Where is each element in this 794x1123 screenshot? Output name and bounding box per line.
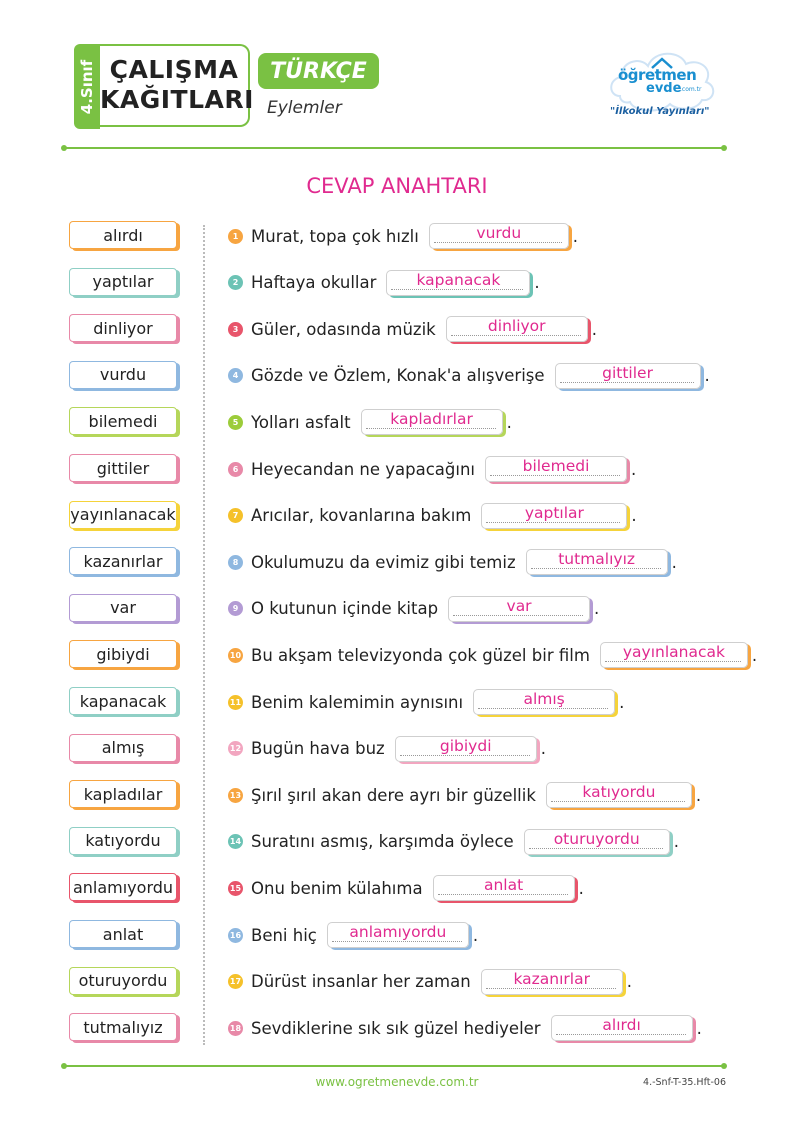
question-number: 10	[228, 648, 243, 663]
answer-dotted-line	[434, 242, 562, 243]
word-text: gittiler	[96, 458, 150, 478]
answer-box	[327, 922, 469, 948]
answer-box	[546, 782, 692, 808]
word-card	[69, 967, 177, 995]
answer-text: anlat	[483, 876, 524, 895]
question-row	[228, 268, 540, 298]
answer-text: gittiler	[602, 363, 653, 382]
answer-dotted-line	[486, 988, 616, 989]
answer-box	[361, 409, 503, 435]
answer-dotted-line	[486, 522, 620, 523]
word-card	[69, 221, 177, 249]
question-row	[228, 734, 546, 764]
answer-text: oturuyordu	[553, 829, 640, 848]
sentence-end: .	[472, 925, 479, 945]
answer-text: kapanacak	[416, 270, 501, 289]
answer-dotted-line	[438, 894, 568, 895]
answer-text: dinliyor	[487, 317, 546, 336]
word-card	[69, 454, 177, 482]
answer-box	[526, 549, 668, 575]
question-number: 8	[228, 555, 243, 570]
word-card	[69, 734, 177, 762]
question-text: Sevdiklerine sık sık güzel hediyeler	[251, 1018, 541, 1038]
publisher-logo	[606, 44, 718, 128]
question-row	[228, 314, 597, 344]
question-row	[228, 501, 637, 531]
question-text: Haftaya okullar	[251, 273, 377, 293]
question-number: 18	[228, 1021, 243, 1036]
question-row	[228, 547, 677, 577]
word-card	[69, 268, 177, 296]
subject-badge: TÜRKÇE	[258, 53, 379, 89]
word-text: tutmalıyız	[83, 1017, 163, 1037]
question-number: 1	[228, 229, 243, 244]
sentence-end: .	[594, 599, 600, 619]
answer-dotted-line	[366, 428, 496, 429]
answer-key-title: CEVAP ANAHTARI	[306, 174, 488, 198]
grade-tab	[74, 44, 100, 129]
answer-box	[555, 363, 701, 389]
question-text: Arıcılar, kovanlarına bakım	[251, 506, 472, 526]
question-number: 17	[228, 974, 243, 989]
question-text: Suratını asmış, karşımda öylece	[251, 832, 514, 852]
word-card	[69, 920, 177, 948]
sentence-end: .	[751, 645, 758, 665]
word-text: yayınlanacak	[70, 505, 176, 525]
answer-text: yaptılar	[524, 503, 584, 522]
word-card	[69, 1013, 177, 1041]
question-text: Şırıl şırıl akan dere ayrı bir güzellik	[251, 785, 536, 805]
sentence-end: .	[631, 506, 637, 526]
worksheet-title	[100, 44, 254, 127]
question-number: 3	[228, 322, 243, 337]
question-number: 15	[228, 881, 243, 896]
divider-dot-left	[61, 145, 67, 151]
word-text: alırdı	[103, 225, 143, 245]
answer-dotted-line	[556, 1034, 686, 1035]
answer-text: var	[506, 596, 532, 615]
answer-box	[429, 223, 569, 249]
answer-box	[485, 456, 627, 482]
question-row	[228, 361, 710, 391]
question-text: Okulumuzu da evimiz gibi temiz	[251, 552, 516, 572]
footer-dot-right	[721, 1063, 727, 1069]
answer-box	[433, 875, 575, 901]
question-row	[228, 873, 584, 903]
sentence-end: .	[619, 692, 625, 712]
answer-dotted-line	[529, 848, 663, 849]
answer-dotted-line	[453, 615, 583, 616]
word-text: dinliyor	[93, 318, 153, 338]
sentence-end: .	[626, 972, 632, 992]
answer-dotted-line	[451, 335, 581, 336]
question-row	[228, 640, 757, 670]
question-number: 4	[228, 368, 243, 383]
logo-brand-1: öğretmen	[618, 66, 697, 84]
word-text: kapladılar	[83, 784, 163, 804]
word-card	[69, 547, 177, 575]
answer-dotted-line	[478, 708, 608, 709]
question-text: Murat, topa çok hızlı	[251, 226, 419, 246]
answer-box	[395, 736, 537, 762]
sentence-end: .	[631, 459, 637, 479]
question-number: 7	[228, 508, 243, 523]
question-row	[228, 687, 624, 717]
question-row	[228, 594, 599, 624]
word-card	[69, 827, 177, 855]
question-row	[228, 967, 632, 997]
word-text: oturuyordu	[78, 971, 168, 991]
answer-box	[524, 829, 670, 855]
grade-label: 4.Sınıf	[78, 59, 96, 114]
question-text: Yolları asfalt	[251, 412, 351, 432]
sentence-end: .	[671, 552, 677, 572]
answer-dotted-line	[391, 289, 523, 290]
answer-dotted-line	[332, 941, 462, 942]
footer-dot-left	[61, 1063, 67, 1069]
answer-text: yayınlanacak	[622, 643, 725, 662]
word-card	[69, 687, 177, 715]
answer-dotted-line	[531, 568, 661, 569]
question-number: 12	[228, 741, 243, 756]
title-line-1: ÇALIŞMA	[109, 55, 239, 84]
sentence-end: .	[704, 366, 710, 386]
question-row	[228, 827, 679, 857]
question-number: 11	[228, 695, 243, 710]
header-divider	[64, 147, 724, 149]
question-number: 16	[228, 928, 243, 943]
sentence-end: .	[696, 1018, 702, 1038]
answer-text: vurdu	[476, 224, 522, 242]
question-number: 14	[228, 834, 243, 849]
question-row	[228, 221, 578, 251]
answer-text: tutmalıyız	[558, 550, 636, 569]
word-text: anlamıyordu	[72, 877, 174, 897]
sentence-end: .	[572, 226, 579, 246]
word-card	[69, 407, 177, 435]
answer-text: alırdı	[602, 1016, 641, 1035]
word-card	[69, 873, 177, 901]
answer-box	[481, 503, 627, 529]
answer-box	[473, 689, 615, 715]
answer-dotted-line	[551, 801, 685, 802]
word-card	[69, 780, 177, 808]
answer-text: anlamıyordu	[349, 923, 447, 941]
question-row	[228, 454, 636, 484]
answer-text: kazanırlar	[513, 969, 590, 988]
answer-box	[448, 596, 590, 622]
question-text: O kutunun içinde kitap	[251, 599, 439, 619]
word-text: vurdu	[99, 365, 147, 385]
word-text: bilemedi	[88, 411, 158, 431]
sentence-end: .	[695, 785, 702, 805]
question-text: Onu benim külahıma	[251, 878, 423, 898]
column-separator	[203, 225, 207, 1045]
question-text: Bu akşam televizyonda çok güzel bir film	[251, 645, 590, 665]
footer-code: 4.-Snf-T-35.Hft-06	[643, 1077, 726, 1088]
word-text: kapanacak	[79, 691, 167, 711]
word-text: almış	[101, 738, 145, 758]
sentence-end: .	[591, 319, 597, 339]
answer-text: bilemedi	[522, 457, 590, 475]
logo-brand-2: evde	[646, 81, 682, 96]
answer-dotted-line	[605, 661, 741, 662]
question-number: 2	[228, 275, 243, 290]
sentence-end: .	[578, 878, 584, 898]
word-card	[69, 501, 177, 529]
question-text: Beni hiç	[251, 925, 317, 945]
divider-dot-right	[721, 145, 727, 151]
footer-url: www.ogretmenevde.com.tr	[315, 1075, 479, 1089]
word-card	[69, 314, 177, 342]
answer-text: kapladırlar	[390, 410, 473, 429]
answer-dotted-line	[400, 755, 530, 756]
question-number: 5	[228, 415, 243, 430]
answer-text: almış	[523, 690, 565, 708]
word-card	[69, 640, 177, 668]
word-text: kazanırlar	[83, 551, 163, 571]
answer-box	[481, 969, 623, 995]
title-line-2: KAĞITLARI	[100, 85, 254, 114]
question-number: 13	[228, 788, 243, 803]
word-text: anlat	[102, 924, 144, 944]
word-text: yaptılar	[92, 272, 154, 292]
answer-box	[551, 1015, 693, 1041]
sentence-end: .	[540, 739, 546, 759]
answer-dotted-line	[560, 382, 694, 383]
answer-box	[446, 316, 588, 342]
topic-label: Eylemler	[267, 98, 342, 118]
question-row	[228, 780, 701, 810]
word-text: var	[110, 598, 136, 618]
answer-text: katıyordu	[582, 783, 656, 802]
question-text: Heyecandan ne yapacağını	[251, 459, 475, 479]
question-number: 6	[228, 462, 243, 477]
sentence-end: .	[534, 273, 540, 293]
word-text: gibiydi	[96, 644, 150, 664]
question-row	[228, 407, 512, 437]
answer-box	[600, 642, 748, 668]
footer-divider	[64, 1065, 724, 1067]
logo-tagline: "İlkokul Yayınları"	[610, 106, 710, 117]
logo-domain: .com.tr	[680, 86, 702, 93]
question-row	[228, 1013, 702, 1043]
answer-text: gibiydi	[439, 736, 492, 755]
question-number: 9	[228, 601, 243, 616]
sentence-end: .	[673, 832, 679, 852]
question-text: Benim kalemimin aynısını	[251, 692, 464, 712]
question-row	[228, 920, 478, 950]
sentence-end: .	[506, 412, 512, 432]
answer-box	[386, 270, 530, 296]
answer-dotted-line	[490, 475, 620, 476]
question-text: Dürüst insanlar her zaman	[251, 972, 471, 992]
question-text: Güler, odasında müzik	[251, 319, 436, 339]
word-card	[69, 594, 177, 622]
word-card	[69, 361, 177, 389]
question-text: Gözde ve Özlem, Konak'a alışverişe	[251, 366, 545, 386]
question-text: Bugün hava buz	[251, 739, 385, 759]
word-text: katıyordu	[85, 831, 161, 851]
